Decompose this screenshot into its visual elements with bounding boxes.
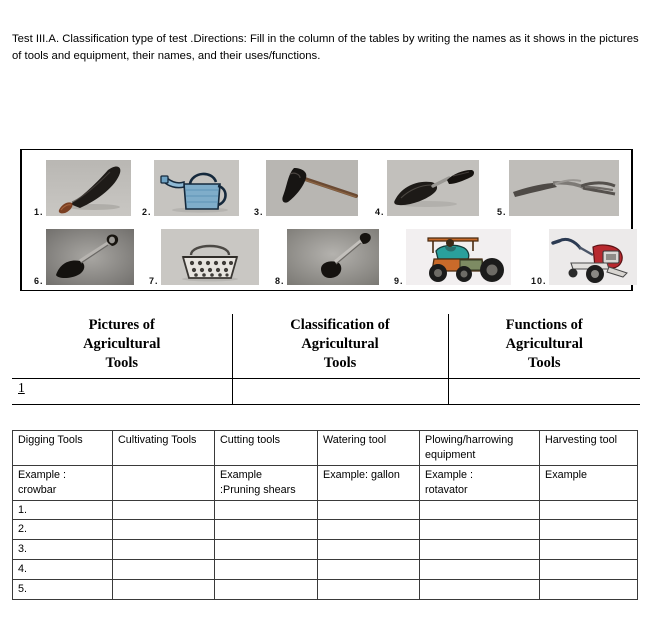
- header-line: Classification of: [290, 317, 390, 333]
- answer-cell-watering[interactable]: [318, 500, 420, 520]
- tool-picture-item-2: [142, 153, 239, 216]
- answer-cell-plowing[interactable]: [420, 580, 540, 600]
- answer-cell-cultivating[interactable]: [113, 560, 215, 580]
- tool-number-label: 1.: [34, 207, 44, 217]
- answer-cell-cutting[interactable]: [215, 540, 318, 560]
- header-line: Tools: [323, 354, 357, 371]
- example-line: Example :: [425, 468, 474, 481]
- grub-hoe-icon: [266, 160, 358, 216]
- header-line: Tools: [105, 354, 138, 371]
- answer-cell-watering[interactable]: [318, 540, 420, 560]
- tool-picture-item-7: [149, 222, 259, 285]
- answer-cell-harvesting[interactable]: [540, 520, 638, 540]
- header-row-picture-cell[interactable]: [12, 378, 232, 404]
- header-line: Agricultural: [83, 335, 161, 352]
- tool-number-label: 8.: [275, 276, 285, 286]
- tool-number-label: 9.: [394, 276, 404, 286]
- shovel-icon: [287, 229, 379, 285]
- tool-picture-item-5: [497, 153, 619, 216]
- answer-cell-plowing[interactable]: [420, 540, 540, 560]
- tool-classification-table: [12, 430, 638, 600]
- tool-picture-row-2: [22, 222, 631, 285]
- header-column-classification: [232, 314, 448, 378]
- answer-cell-cultivating[interactable]: [113, 500, 215, 520]
- example-line: :Pruning shears: [220, 483, 296, 496]
- tool-picture-item-10: [531, 222, 637, 285]
- tool-picture-item-1: [34, 153, 131, 216]
- hand-trowel-icon: [387, 160, 479, 216]
- answer-cell-cultivating[interactable]: [113, 540, 215, 560]
- tool-pictures-strip: [20, 149, 633, 291]
- tool-picture-item-4: [375, 153, 479, 216]
- tool-number-label: 4.: [375, 207, 385, 217]
- answer-cell-cutting[interactable]: [215, 580, 318, 600]
- column-header-cutting-tools: Cutting tools: [215, 431, 318, 466]
- tool-picture-item-6: [34, 222, 134, 285]
- tool-picture-item-8: [275, 222, 379, 285]
- answer-cell-harvesting[interactable]: [540, 580, 638, 600]
- tool-number-label: 7.: [149, 276, 159, 286]
- answer-cell-cutting[interactable]: [215, 500, 318, 520]
- example-line: Example: [220, 468, 263, 481]
- example-line: rotavator: [425, 483, 468, 496]
- row-number: 1: [18, 379, 25, 395]
- row-number-cell[interactable]: 1.: [13, 500, 113, 520]
- classification-row: [13, 560, 638, 580]
- answer-cell-plowing[interactable]: [420, 560, 540, 580]
- example-cell-plowing[interactable]: [420, 465, 540, 500]
- classification-example-row: [13, 465, 638, 500]
- tool-number-label: 2.: [142, 207, 152, 217]
- tool-number-label: 3.: [254, 207, 264, 217]
- header-line: Functions of: [505, 317, 583, 333]
- header-line: Tools: [527, 354, 561, 371]
- answer-cell-harvesting[interactable]: [540, 560, 638, 580]
- column-header-watering-tool: Watering tool: [318, 431, 420, 466]
- answer-cell-watering[interactable]: [318, 520, 420, 540]
- header-column-pictures: [12, 314, 232, 378]
- classification-row: [13, 540, 638, 560]
- answer-cell-watering[interactable]: [318, 580, 420, 600]
- row-number-cell[interactable]: 4.: [13, 560, 113, 580]
- header-line: Agricultural: [301, 335, 379, 352]
- tractor-icon: [406, 229, 511, 285]
- example-cell-cultivating[interactable]: [113, 465, 215, 500]
- spade-icon: [46, 229, 134, 285]
- bolo-knife-icon: [46, 160, 131, 216]
- column-header-digging-tools: Digging Tools: [13, 431, 113, 466]
- header-column-functions: [448, 314, 640, 378]
- header-row-function-cell[interactable]: [448, 378, 640, 404]
- tool-picture-item-9: [394, 222, 511, 285]
- agricultural-tools-header-table: [12, 314, 640, 405]
- answer-cell-harvesting[interactable]: [540, 500, 638, 520]
- example-line: crowbar: [18, 483, 57, 496]
- answer-cell-plowing[interactable]: [420, 520, 540, 540]
- answer-cell-cutting[interactable]: [215, 560, 318, 580]
- header-line: Pictures of: [88, 317, 155, 333]
- header-line: Agricultural: [505, 335, 583, 352]
- hand-cultivator-icon: [509, 160, 619, 216]
- tool-number-label: 6.: [34, 276, 44, 286]
- example-cell-cutting[interactable]: [215, 465, 318, 500]
- hand-tractor-icon: [549, 229, 637, 285]
- column-header-plowing-harrowing-equipment: Plowing/harrowing equipment: [420, 431, 540, 466]
- woven-basket-icon: [161, 229, 259, 285]
- row-number-cell[interactable]: 5.: [13, 580, 113, 600]
- tool-number-label: 5.: [497, 207, 507, 217]
- header-row-classification-cell[interactable]: [232, 378, 448, 404]
- watering-can-icon: [154, 160, 239, 216]
- tool-number-label: 10.: [531, 276, 547, 286]
- row-number-cell[interactable]: 3.: [13, 540, 113, 560]
- example-cell-digging[interactable]: [13, 465, 113, 500]
- answer-cell-watering[interactable]: [318, 560, 420, 580]
- tool-picture-item-3: [254, 153, 358, 216]
- row-number-cell[interactable]: 2.: [13, 520, 113, 540]
- answer-cell-cultivating[interactable]: [113, 520, 215, 540]
- example-cell-harvesting[interactable]: Example: [540, 465, 638, 500]
- answer-cell-harvesting[interactable]: [540, 540, 638, 560]
- classification-row: [13, 500, 638, 520]
- example-cell-watering[interactable]: Example: gallon: [318, 465, 420, 500]
- answer-cell-cutting[interactable]: [215, 520, 318, 540]
- instructions-text: Test III.A. Classification type of test .Directions: Fill in the column of the tables by writing the names as it shows in the pictures of tools and equipment, their names, and their uses/functions.: [12, 33, 639, 63]
- answer-cell-cultivating[interactable]: [113, 580, 215, 600]
- tool-picture-row-1: [22, 153, 631, 216]
- answer-cell-plowing[interactable]: [420, 500, 540, 520]
- header-table-header-row: [12, 314, 640, 378]
- column-header-harvesting-tool: Harvesting tool: [540, 431, 638, 466]
- example-line: Example :: [18, 468, 67, 481]
- column-header-cultivating-tools: Cultivating Tools: [113, 431, 215, 466]
- classification-header-row: [13, 431, 638, 466]
- header-table-row: [12, 378, 640, 404]
- classification-row: [13, 580, 638, 600]
- classification-row: [13, 520, 638, 540]
